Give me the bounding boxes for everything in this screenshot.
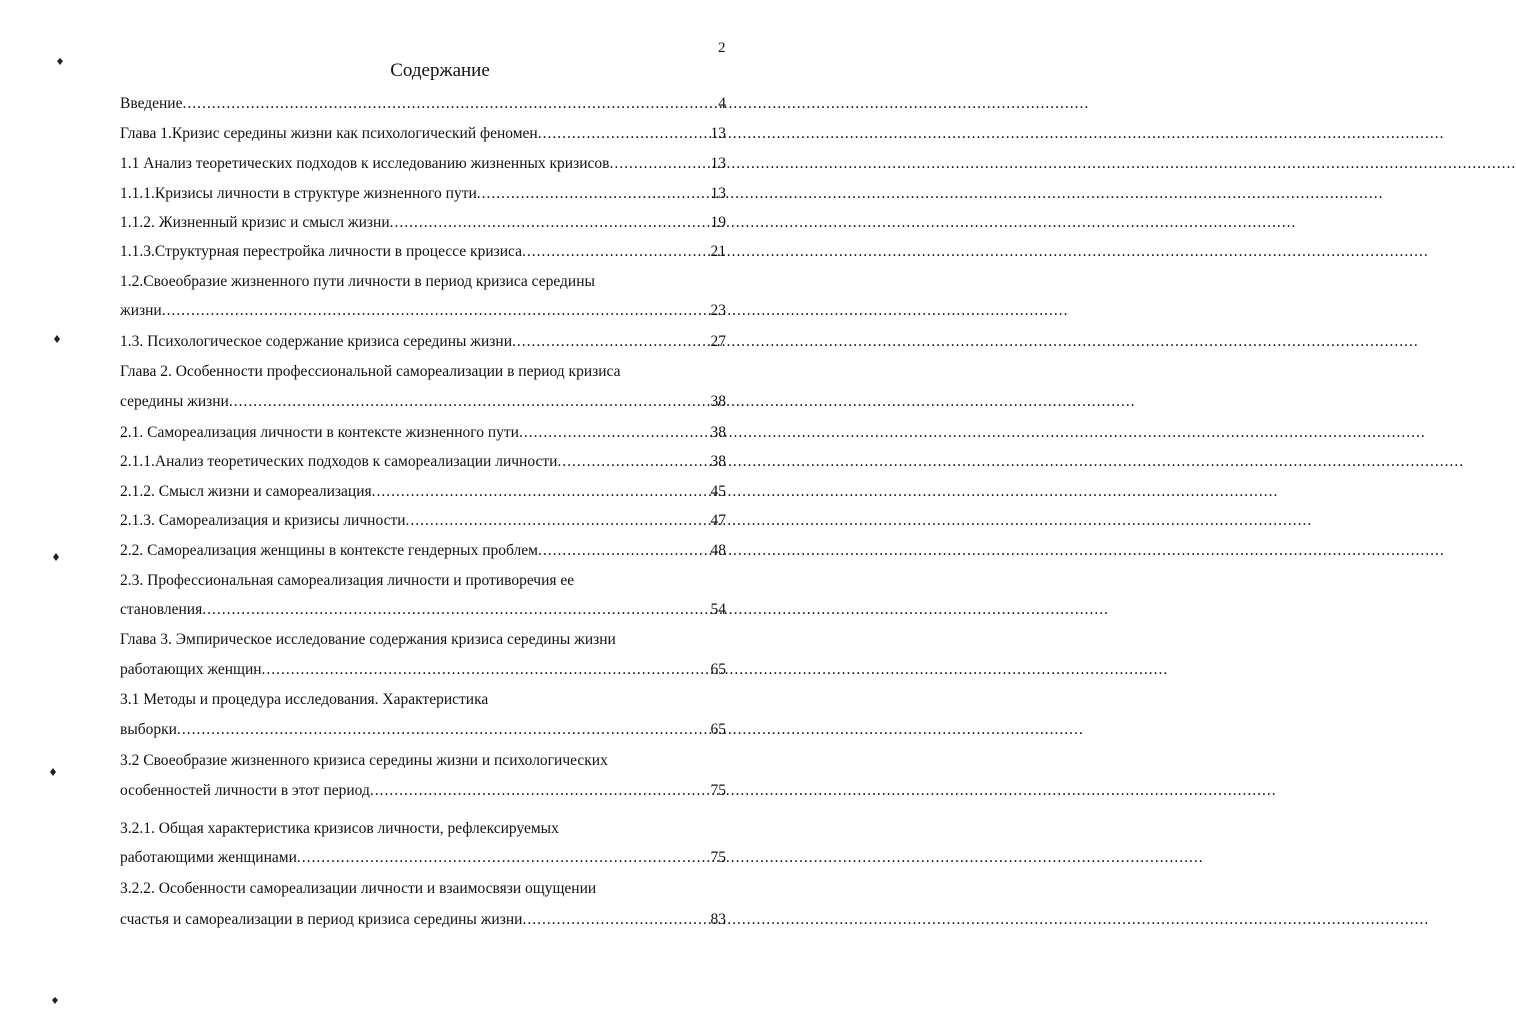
leader-dots (519, 422, 711, 444)
leader-dots (609, 153, 710, 175)
leader-dots (512, 331, 710, 353)
toc-entry (120, 153, 726, 175)
toc-entry-title: работающими женщинами (120, 849, 297, 866)
toc-entry-title: выборки (120, 721, 177, 738)
toc-entry-title: 2.1.3. Самореализация и кризисы личности (120, 512, 406, 529)
toc-entry-page: 45 (710, 483, 726, 500)
leader-dots (477, 183, 711, 205)
toc-entry (120, 599, 726, 621)
toc-entry-page: 75 (710, 782, 726, 799)
toc-entry (120, 422, 726, 444)
toc-entry-title: Глава 1.Кризис середины жизни как психологический феномен (120, 125, 538, 142)
leader-dots (557, 451, 710, 473)
toc-entry (120, 510, 726, 532)
toc-entry-page: 23 (710, 302, 726, 319)
toc-entry-page: 54 (710, 601, 726, 618)
toc-entry-line: 2.3. Профессиональная самореализация личности и противоречия ее (120, 572, 575, 589)
toc-entry-title: 2.1.2. Смысл жизни и самореализация (120, 483, 372, 500)
toc-entry-title: работающих женщин (120, 661, 262, 678)
toc-entry-line: 1.2.Своеобразие жизненного пути личности в период кризиса середины (120, 273, 595, 290)
toc-entry-page: 38 (710, 424, 726, 441)
leader-dots (297, 847, 711, 869)
leader-dots (372, 481, 711, 503)
toc-entry (120, 93, 726, 115)
toc-entry (120, 847, 726, 869)
toc-entry-title: 1.3. Психологическое содержание кризиса середины жизни (120, 333, 513, 350)
toc-entry (120, 481, 726, 503)
leader-dots (177, 719, 711, 741)
toc-entry-line: Глава 3. Эмпирическое исследование содержания кризиса середины жизни (120, 631, 616, 648)
toc-entry (120, 451, 726, 473)
toc-entry (120, 909, 726, 931)
toc-entry-page: 38 (710, 393, 726, 410)
toc-entry-title: Введение (120, 95, 183, 112)
leader-dots (538, 540, 711, 562)
toc-entry (120, 300, 726, 322)
leader-dots (522, 909, 710, 931)
leader-dots (182, 93, 718, 115)
toc-entry-title: 2.1.1.Анализ теоретических подходов к самореализации личности (120, 453, 558, 470)
toc-entry-title: 1.1 Анализ теоретических подходов к исследованию жизненных кризисов (120, 155, 610, 172)
leader-dots (229, 391, 711, 413)
toc-entry (120, 212, 726, 234)
toc-entry-page: 75 (710, 849, 726, 866)
leader-dots (406, 510, 711, 532)
leader-dots (538, 123, 711, 145)
page-number: 2 (718, 40, 726, 56)
scan-speck (52, 997, 58, 1004)
toc-entry-title: 2.1. Самореализация личности в контексте жизненного пути (120, 424, 519, 441)
toc-entry (120, 719, 726, 741)
leader-dots (522, 241, 711, 263)
toc-entry (120, 780, 726, 802)
toc-entry-line: 3.2 Своеобразие жизненного кризиса середины жизни и психологических (120, 752, 608, 769)
toc-entry-page: 47 (710, 512, 726, 529)
toc-entry-page: 65 (710, 661, 726, 678)
toc-entry-page: 13 (710, 125, 726, 142)
toc-entry (120, 659, 726, 681)
toc-entry-page: 19 (710, 214, 726, 231)
leader-dots (370, 780, 711, 802)
leader-dots (162, 300, 711, 322)
page-title: Содержание (390, 60, 490, 81)
toc-entry (120, 241, 726, 263)
toc-entry-title: середины жизни (120, 393, 229, 410)
toc-entry-line: 3.1 Методы и процедура исследования. Характеристика (120, 691, 489, 708)
toc-entry-page: 13 (710, 155, 726, 172)
toc-entry-page: 48 (710, 542, 726, 559)
toc-entry-page: 13 (710, 185, 726, 202)
toc-entry-page: 4 (718, 95, 726, 112)
toc-entry-line: 3.2.2. Особенности самореализации личности и взаимосвязи ощущении (120, 880, 597, 897)
leader-dots (390, 212, 711, 234)
toc-entry-title: жизни (120, 302, 162, 319)
scan-speck (54, 335, 60, 343)
toc-entry-page: 38 (710, 453, 726, 470)
toc-entry (120, 391, 726, 413)
scan-speck (50, 768, 56, 776)
toc-entry-line: 3.2.1. Общая характеристика кризисов личности, рефлексируемых (120, 820, 559, 837)
toc-entry-title: 1.1.3.Структурная перестройка личности в процессе кризиса (120, 243, 522, 260)
toc-entry-title: особенностей личности в этот период (120, 782, 370, 799)
scan-speck (53, 553, 59, 561)
toc-entry-page: 65 (710, 721, 726, 738)
toc-entry-page: 21 (710, 243, 726, 260)
leader-dots (202, 599, 710, 621)
toc-entry-line: Глава 2. Особенности профессиональной самореализации в период кризиса (120, 363, 621, 380)
toc-entry-title: 1.1.1.Кризисы личности в структуре жизненного пути (120, 185, 477, 202)
toc-entry-title: становления (120, 601, 203, 618)
toc-entry-title: 1.1.2. Жизненный кризис и смысл жизни (120, 214, 390, 231)
toc-entry (120, 183, 726, 205)
toc-entry-title: счастья и самореализации в период кризиса середины жизни (120, 911, 523, 928)
toc-entry-page: 27 (710, 333, 726, 350)
toc-entry (120, 540, 726, 562)
toc-entry-title: 2.2. Самореализация женщины в контексте гендерных проблем (120, 542, 538, 559)
leader-dots (262, 659, 711, 681)
toc-entry (120, 331, 726, 353)
toc-entry-page: 83 (710, 911, 726, 928)
toc-entry (120, 123, 726, 145)
